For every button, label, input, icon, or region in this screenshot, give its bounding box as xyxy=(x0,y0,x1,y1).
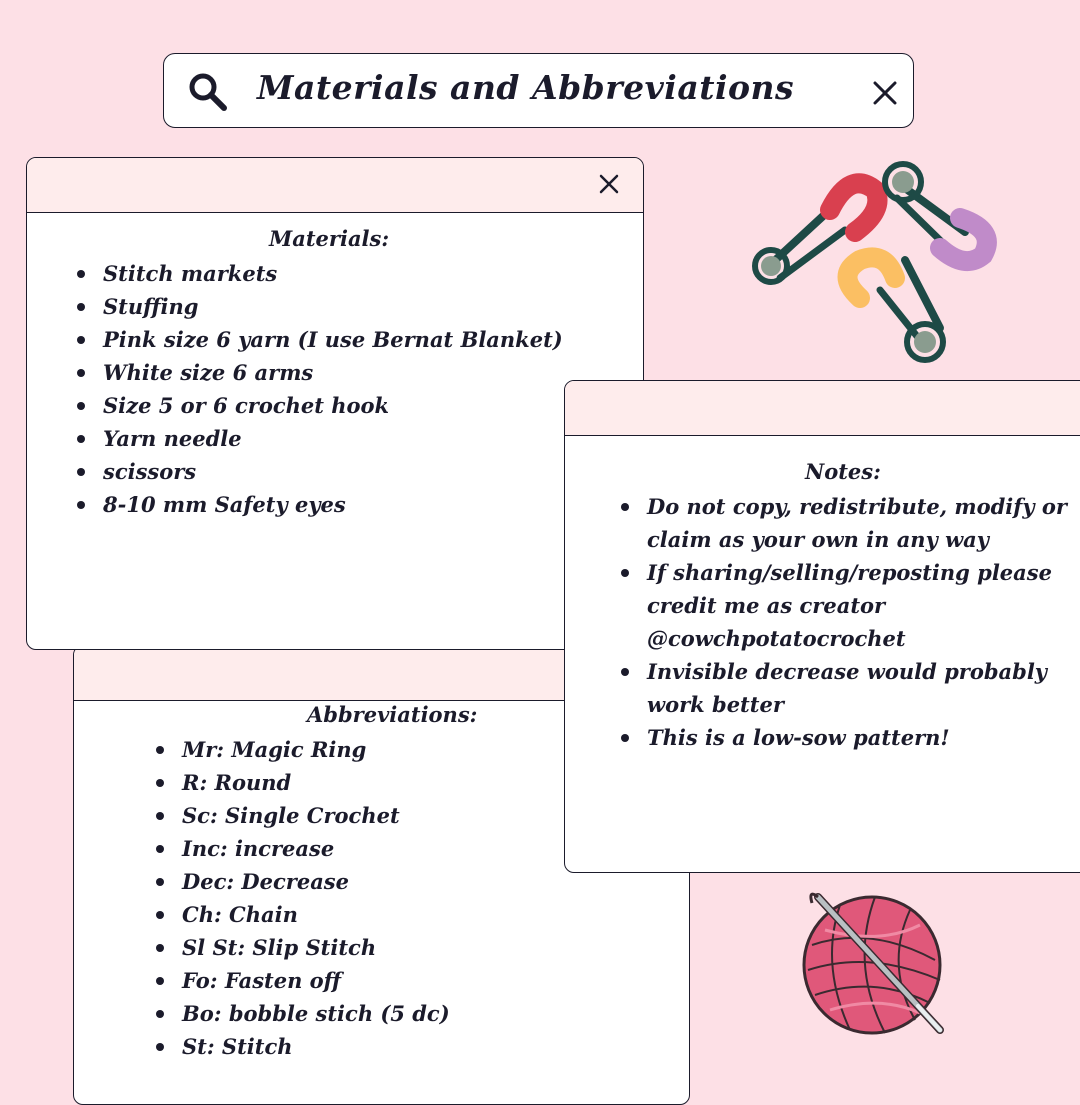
list-item: Dec: Decrease xyxy=(156,865,450,898)
safety-pin-purple-icon xyxy=(885,164,987,261)
materials-list xyxy=(77,257,563,521)
notes-window xyxy=(564,380,1080,873)
abbreviations-heading: Abbreviations: xyxy=(307,702,478,727)
yarn-ball-illustration xyxy=(790,885,960,1045)
list-item: Size 5 or 6 crochet hook xyxy=(77,389,563,422)
list-item: 8-10 mm Safety eyes xyxy=(77,488,563,521)
materials-window xyxy=(26,157,644,650)
list-item: Ch: Chain xyxy=(156,898,450,931)
list-item: White size 6 arms xyxy=(77,356,563,389)
list-item: Bo: bobble stich (5 dc) xyxy=(156,997,450,1030)
list-item: Pink size 6 yarn (I use Bernat Blanket) xyxy=(77,323,563,356)
notes-window-titlebar xyxy=(565,381,1080,436)
list-item: Mr: Magic Ring xyxy=(156,733,450,766)
list-item: St: Stitch xyxy=(156,1030,450,1063)
safety-pins-illustration xyxy=(735,150,1015,380)
list-item: Stuffing xyxy=(77,290,563,323)
list-item: Do not copy, redistribute, modify or claim as your own in any way xyxy=(621,490,1080,556)
materials-window-titlebar xyxy=(27,158,643,213)
list-item: Yarn needle xyxy=(77,422,563,455)
list-item: If sharing/selling/reposting please credit me as creator @cowchpotatocrochet xyxy=(621,556,1080,655)
close-icon[interactable] xyxy=(597,172,621,196)
search-icon[interactable] xyxy=(186,70,230,114)
list-item: Stitch markets xyxy=(77,257,563,290)
safety-pin-yellow-icon xyxy=(848,257,944,360)
list-item: Fo: Fasten off xyxy=(156,964,450,997)
list-item: Invisible decrease would probably work better xyxy=(621,655,1080,721)
close-icon[interactable] xyxy=(870,78,900,108)
notes-heading: Notes: xyxy=(805,459,881,484)
search-bar[interactable] xyxy=(163,53,914,128)
search-title: Materials and Abbreviations xyxy=(257,68,795,107)
list-item: Sc: Single Crochet xyxy=(156,799,450,832)
notes-list xyxy=(621,490,1080,754)
materials-heading: Materials: xyxy=(269,226,390,251)
list-item: This is a low-sow pattern! xyxy=(621,721,1080,754)
abbreviations-list xyxy=(156,733,450,1063)
list-item: scissors xyxy=(77,455,563,488)
list-item: R: Round xyxy=(156,766,450,799)
list-item: Inc: increase xyxy=(156,832,450,865)
list-item: Sl St: Slip Stitch xyxy=(156,931,450,964)
